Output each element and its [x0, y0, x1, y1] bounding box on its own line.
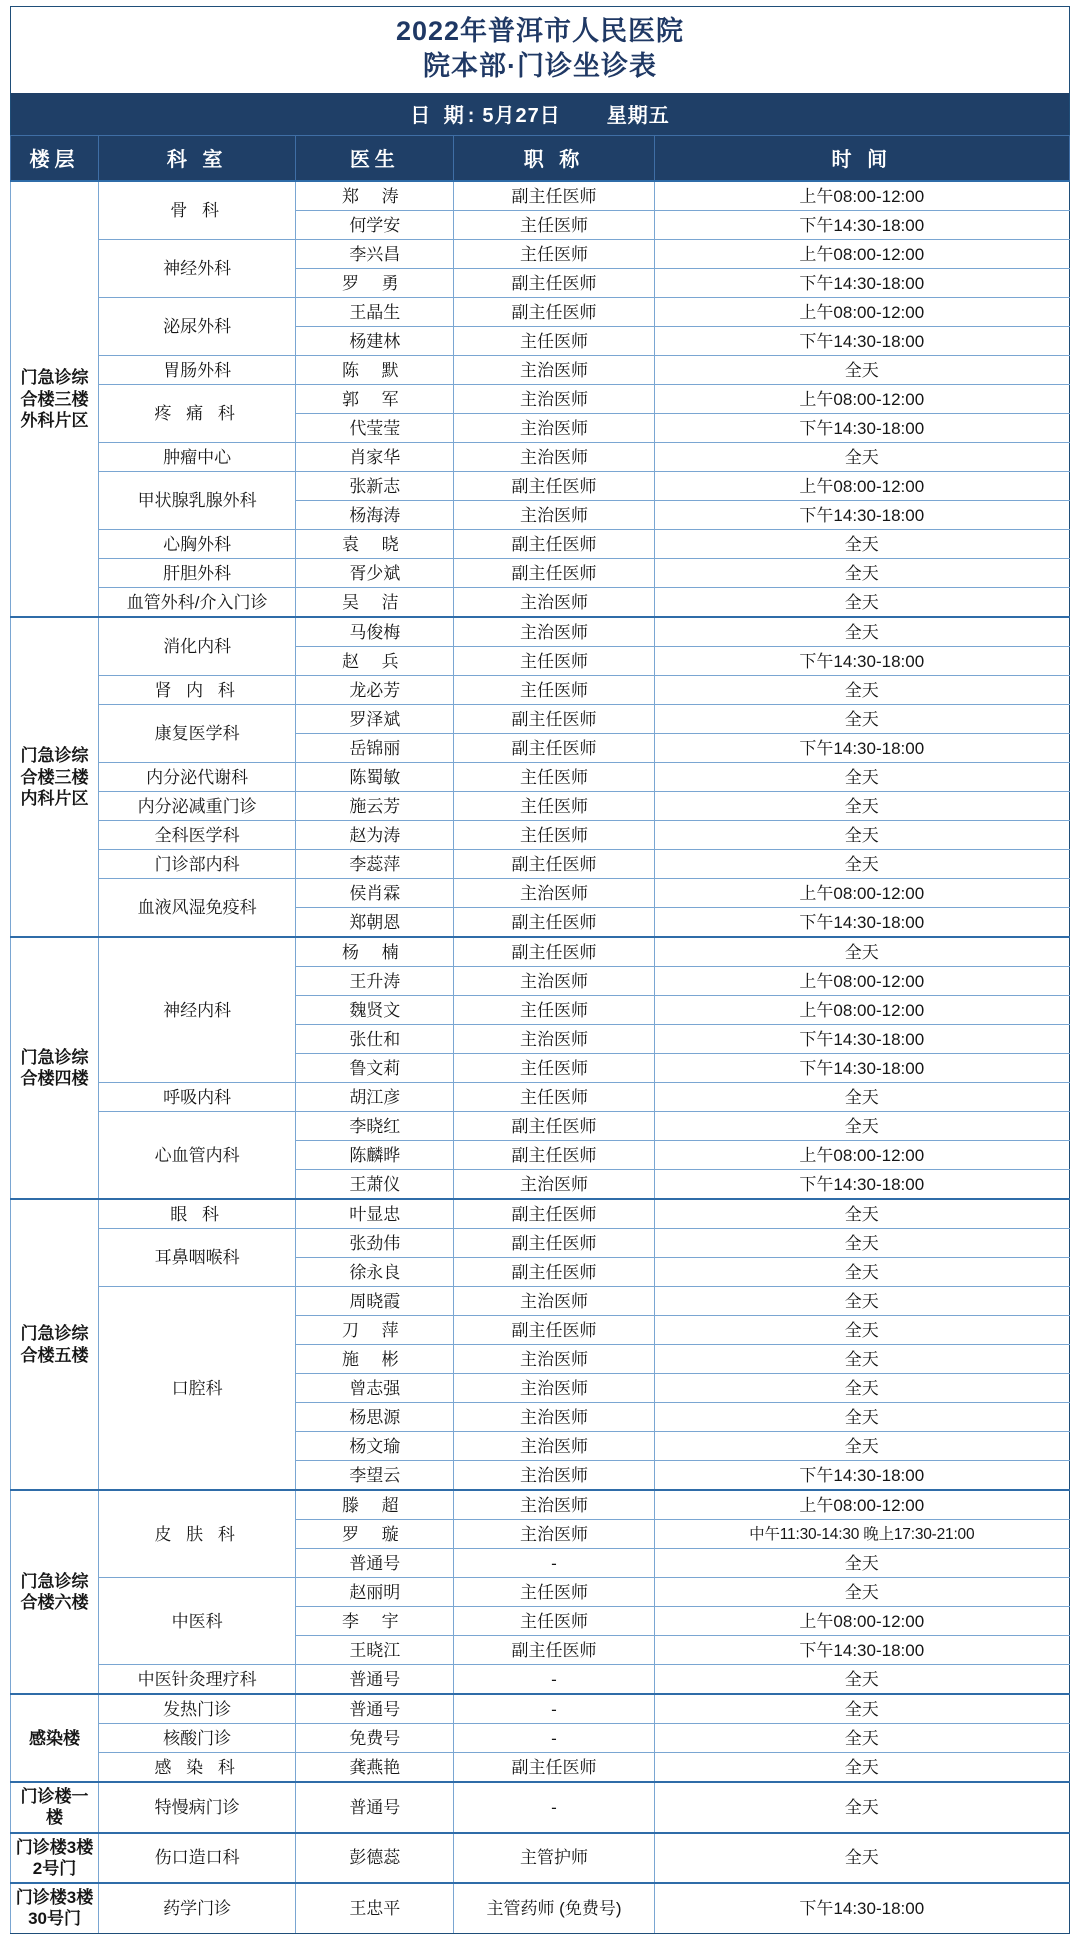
doctor-cell: 赵 兵	[296, 647, 454, 676]
doctor-cell: 马俊梅	[296, 617, 454, 647]
title-cell: 副主任医师	[454, 734, 654, 763]
time-cell: 全天	[654, 1833, 1069, 1884]
time-cell: 全天	[654, 792, 1069, 821]
table-row	[11, 240, 1070, 269]
department-cell: 内分泌代谢科	[99, 763, 296, 792]
time-cell: 全天	[654, 1258, 1069, 1287]
floor-cell	[11, 181, 99, 617]
floor-label-line: 门急诊综	[20, 1324, 89, 1344]
department-cell: 口腔科	[99, 1287, 296, 1491]
time-cell: 上午08:00-12:00	[654, 240, 1069, 269]
title-cell: 主任医师	[454, 327, 654, 356]
table-row	[11, 1287, 1070, 1316]
doctor-cell: 龚燕艳	[296, 1753, 454, 1783]
title-cell: 主治医师	[454, 1345, 654, 1374]
doctor-cell: 叶显忠	[296, 1199, 454, 1229]
doctor-cell: 王萧仪	[296, 1170, 454, 1200]
doctor-cell: 罗泽斌	[296, 705, 454, 734]
title-cell: 副主任医师	[454, 559, 654, 588]
time-cell: 上午08:00-12:00	[654, 1607, 1069, 1636]
floor-label-line: 感染楼	[29, 1728, 81, 1748]
title-cell: -	[454, 1549, 654, 1578]
doctor-cell: 杨文瑜	[296, 1432, 454, 1461]
doctor-cell: 张仕和	[296, 1025, 454, 1054]
time-cell: 下午14:30-18:00	[654, 269, 1069, 298]
doctor-cell: 龙必芳	[296, 676, 454, 705]
department-cell: 泌尿外科	[99, 298, 296, 356]
department-cell: 伤口造口科	[99, 1833, 296, 1884]
title-cell: 副主任医师	[454, 269, 654, 298]
department-cell: 眼 科	[99, 1199, 296, 1229]
time-cell: 全天	[654, 937, 1069, 967]
table-row	[11, 1578, 1070, 1607]
doctor-cell: 王升涛	[296, 967, 454, 996]
doctor-cell: 张劲伟	[296, 1229, 454, 1258]
title-cell: -	[454, 1694, 654, 1724]
title-cell: 主任医师	[454, 211, 654, 240]
title-cell: 主任医师	[454, 821, 654, 850]
time-cell: 下午14:30-18:00	[654, 1461, 1069, 1491]
department-cell: 门诊部内科	[99, 850, 296, 879]
table-row	[11, 181, 1070, 211]
floor-label-line: 门急诊综	[20, 746, 89, 766]
title-cell: 主任医师	[454, 1083, 654, 1112]
time-cell: 全天	[654, 1578, 1069, 1607]
time-cell: 上午08:00-12:00	[654, 298, 1069, 327]
time-cell: 下午14:30-18:00	[654, 414, 1069, 443]
department-cell: 血管外科/介入门诊	[99, 588, 296, 618]
table-row	[11, 705, 1070, 734]
time-cell: 全天	[654, 1665, 1069, 1695]
time-cell: 上午08:00-12:00	[654, 879, 1069, 908]
title-cell: 副主任医师	[454, 181, 654, 211]
department-cell: 肿瘤中心	[99, 443, 296, 472]
column-header-title: 职 称	[454, 136, 654, 182]
table-row	[11, 879, 1070, 908]
doctor-cell: 徐永良	[296, 1258, 454, 1287]
time-cell: 下午14:30-18:00	[654, 1170, 1069, 1200]
floor-label-line: 2号门	[32, 1858, 77, 1878]
table-row	[11, 530, 1070, 559]
title-cell: 主治医师	[454, 1520, 654, 1549]
title-cell: 副主任医师	[454, 1636, 654, 1665]
doctor-cell: 魏贤文	[296, 996, 454, 1025]
doctor-cell: 侯肖霖	[296, 879, 454, 908]
title-cell: 主治医师	[454, 443, 654, 472]
time-cell: 全天	[654, 1199, 1069, 1229]
title-cell: 主任医师	[454, 996, 654, 1025]
table-row	[11, 763, 1070, 792]
department-cell: 心胸外科	[99, 530, 296, 559]
column-header-time: 时 间	[654, 136, 1069, 182]
title-cell: 主治医师	[454, 501, 654, 530]
department-cell: 特慢病门诊	[99, 1782, 296, 1833]
time-cell: 全天	[654, 356, 1069, 385]
time-cell: 全天	[654, 850, 1069, 879]
table-row	[11, 617, 1070, 647]
doctor-cell: 周晓霞	[296, 1287, 454, 1316]
date-bar	[10, 93, 1070, 135]
title-cell: 主治医师	[454, 1461, 654, 1491]
floor-cell	[11, 1883, 99, 1933]
title-cell: 主治医师	[454, 1170, 654, 1200]
time-cell: 上午08:00-12:00	[654, 1490, 1069, 1520]
floor-label-line: 合楼六楼	[20, 1593, 89, 1613]
floor-cell	[11, 1782, 99, 1833]
department-cell: 甲状腺乳腺外科	[99, 472, 296, 530]
doctor-cell: 免费号	[296, 1724, 454, 1753]
title-cell: 主治医师	[454, 414, 654, 443]
table-row	[11, 1694, 1070, 1724]
department-cell: 呼吸内科	[99, 1083, 296, 1112]
floor-cell	[11, 617, 99, 937]
table-row	[11, 821, 1070, 850]
time-cell: 下午14:30-18:00	[654, 647, 1069, 676]
floor-cell	[11, 1833, 99, 1884]
column-header-dept: 科 室	[99, 136, 296, 182]
doctor-cell: 李蕊萍	[296, 850, 454, 879]
table-row	[11, 1833, 1070, 1884]
title-cell: 主治医师	[454, 588, 654, 618]
doctor-cell: 普通号	[296, 1665, 454, 1695]
time-cell: 全天	[654, 676, 1069, 705]
title-cell: 主任医师	[454, 1578, 654, 1607]
floor-label-line: 合楼四楼	[20, 1069, 89, 1089]
doctor-cell: 郑朝恩	[296, 908, 454, 938]
title-cell: 主治医师	[454, 1490, 654, 1520]
department-cell: 神经外科	[99, 240, 296, 298]
floor-label-line: 合楼五楼	[20, 1345, 89, 1365]
table-row	[11, 1724, 1070, 1753]
time-cell: 全天	[654, 443, 1069, 472]
doctor-cell: 胥少斌	[296, 559, 454, 588]
time-cell: 上午08:00-12:00	[654, 1141, 1069, 1170]
doctor-cell: 罗 勇	[296, 269, 454, 298]
time-cell: 上午08:00-12:00	[654, 181, 1069, 211]
department-cell: 感 染 科	[99, 1753, 296, 1783]
title-cell: -	[454, 1665, 654, 1695]
doctor-cell: 肖家华	[296, 443, 454, 472]
title-cell: 主治医师	[454, 1287, 654, 1316]
department-cell: 神经内科	[99, 937, 296, 1083]
doctor-cell: 王晶生	[296, 298, 454, 327]
time-cell: 全天	[654, 1432, 1069, 1461]
title-cell: 主治医师	[454, 1374, 654, 1403]
table-row	[11, 298, 1070, 327]
time-cell: 全天	[654, 1345, 1069, 1374]
floor-label-line: 合楼三楼	[20, 767, 89, 787]
doctor-cell: 李望云	[296, 1461, 454, 1491]
title-cell: 副主任医师	[454, 530, 654, 559]
time-cell: 全天	[654, 705, 1069, 734]
department-cell: 全科医学科	[99, 821, 296, 850]
title-cell: -	[454, 1782, 654, 1833]
table-row	[11, 676, 1070, 705]
title-cell: 副主任医师	[454, 908, 654, 938]
title-cell: 副主任医师	[454, 937, 654, 967]
table-row	[11, 1753, 1070, 1783]
department-cell: 消化内科	[99, 617, 296, 676]
date-label: 日 期:	[410, 105, 479, 128]
doctor-cell: 王忠平	[296, 1883, 454, 1933]
weekday-value: 星期五	[606, 105, 670, 128]
doctor-cell: 施云芳	[296, 792, 454, 821]
title-cell: 副主任医师	[454, 1229, 654, 1258]
title-cell: 副主任医师	[454, 1258, 654, 1287]
title-cell: 主任医师	[454, 1607, 654, 1636]
time-cell: 上午08:00-12:00	[654, 385, 1069, 414]
department-cell: 耳鼻咽喉科	[99, 1229, 296, 1287]
floor-cell	[11, 1490, 99, 1694]
doctor-cell: 赵丽明	[296, 1578, 454, 1607]
time-cell: 下午14:30-18:00	[654, 734, 1069, 763]
time-cell: 全天	[654, 1694, 1069, 1724]
title-cell: 主治医师	[454, 356, 654, 385]
department-cell: 内分泌减重门诊	[99, 792, 296, 821]
page-title-line2: 院本部·门诊坐诊表	[423, 51, 657, 82]
floor-label-line: 门诊楼一	[20, 1787, 89, 1807]
title-cell: 主治医师	[454, 1025, 654, 1054]
department-cell: 皮 肤 科	[99, 1490, 296, 1578]
table-row	[11, 1490, 1070, 1520]
table-header-row	[11, 136, 1070, 182]
date-value: 5月27日	[482, 105, 561, 128]
time-cell: 下午14:30-18:00	[654, 908, 1069, 938]
table-row	[11, 559, 1070, 588]
time-cell: 上午08:00-12:00	[654, 967, 1069, 996]
doctor-cell: 杨建林	[296, 327, 454, 356]
table-row	[11, 850, 1070, 879]
table-row	[11, 937, 1070, 967]
title-cell: 副主任医师	[454, 705, 654, 734]
floor-label-line: 外科片区	[20, 410, 89, 430]
department-cell: 核酸门诊	[99, 1724, 296, 1753]
doctor-cell: 岳锦丽	[296, 734, 454, 763]
doctor-cell: 施 彬	[296, 1345, 454, 1374]
doctor-cell: 李 宇	[296, 1607, 454, 1636]
title-block	[10, 6, 1070, 93]
title-cell: 主管护师	[454, 1833, 654, 1884]
floor-cell	[11, 937, 99, 1199]
table-row	[11, 1112, 1070, 1141]
time-cell: 上午08:00-12:00	[654, 472, 1069, 501]
title-cell: 主任医师	[454, 647, 654, 676]
title-cell: 主任医师	[454, 763, 654, 792]
title-cell: 主治医师	[454, 385, 654, 414]
time-cell: 全天	[654, 530, 1069, 559]
table-row	[11, 443, 1070, 472]
title-cell: 主任医师	[454, 792, 654, 821]
time-cell: 中午11:30-14:30 晚上17:30-21:00	[654, 1520, 1069, 1549]
schedule-body	[11, 181, 1070, 1933]
doctor-cell: 李兴昌	[296, 240, 454, 269]
time-cell: 全天	[654, 821, 1069, 850]
title-cell: 主治医师	[454, 617, 654, 647]
table-row	[11, 1665, 1070, 1695]
title-cell: 副主任医师	[454, 1316, 654, 1345]
department-cell: 中医针灸理疗科	[99, 1665, 296, 1695]
time-cell: 全天	[654, 1316, 1069, 1345]
time-cell: 全天	[654, 1374, 1069, 1403]
title-cell: 主任医师	[454, 1054, 654, 1083]
doctor-cell: 普通号	[296, 1694, 454, 1724]
doctor-cell: 吴 洁	[296, 588, 454, 618]
department-cell: 肾 内 科	[99, 676, 296, 705]
doctor-cell: 普通号	[296, 1549, 454, 1578]
time-cell: 全天	[654, 588, 1069, 618]
floor-cell	[11, 1199, 99, 1490]
title-cell: 主治医师	[454, 1403, 654, 1432]
title-cell: 副主任医师	[454, 298, 654, 327]
time-cell: 全天	[654, 1403, 1069, 1432]
doctor-cell: 陈 默	[296, 356, 454, 385]
doctor-cell: 罗 璇	[296, 1520, 454, 1549]
department-cell: 康复医学科	[99, 705, 296, 763]
time-cell: 全天	[654, 763, 1069, 792]
doctor-cell: 杨海涛	[296, 501, 454, 530]
doctor-cell: 代莹莹	[296, 414, 454, 443]
doctor-cell: 赵为涛	[296, 821, 454, 850]
time-cell: 全天	[654, 617, 1069, 647]
title-cell: 副主任医师	[454, 472, 654, 501]
department-cell: 血液风湿免疫科	[99, 879, 296, 938]
floor-label-line: 门急诊综	[20, 1571, 89, 1591]
floor-label-line: 门急诊综	[20, 368, 89, 388]
doctor-cell: 陈蜀敏	[296, 763, 454, 792]
department-cell: 骨 科	[99, 181, 296, 240]
doctor-cell: 曾志强	[296, 1374, 454, 1403]
doctor-cell: 杨思源	[296, 1403, 454, 1432]
column-header-floor: 楼层	[11, 136, 99, 182]
department-cell: 药学门诊	[99, 1883, 296, 1933]
time-cell: 下午14:30-18:00	[654, 327, 1069, 356]
doctor-cell: 李晓红	[296, 1112, 454, 1141]
table-row	[11, 472, 1070, 501]
doctor-cell: 张新志	[296, 472, 454, 501]
title-cell: 副主任医师	[454, 1199, 654, 1229]
title-cell: 主治医师	[454, 1432, 654, 1461]
time-cell: 下午14:30-18:00	[654, 1883, 1069, 1933]
title-cell: -	[454, 1724, 654, 1753]
time-cell: 全天	[654, 1112, 1069, 1141]
floor-label-line: 门诊楼3楼	[15, 1837, 94, 1857]
department-cell: 肝胆外科	[99, 559, 296, 588]
table-row	[11, 356, 1070, 385]
doctor-cell: 王晓江	[296, 1636, 454, 1665]
title-cell: 主治医师	[454, 967, 654, 996]
doctor-cell: 何学安	[296, 211, 454, 240]
floor-label-line: 内科片区	[20, 788, 89, 808]
time-cell: 全天	[654, 559, 1069, 588]
title-cell: 主任医师	[454, 240, 654, 269]
title-cell: 主治医师	[454, 879, 654, 908]
doctor-cell: 陈麟晔	[296, 1141, 454, 1170]
page-title-line1: 2022年普洱市人民医院	[395, 16, 685, 46]
table-row	[11, 1083, 1070, 1112]
time-cell: 全天	[654, 1782, 1069, 1833]
doctor-cell: 滕 超	[296, 1490, 454, 1520]
table-row	[11, 1782, 1070, 1833]
doctor-cell: 鲁文莉	[296, 1054, 454, 1083]
department-cell: 中医科	[99, 1578, 296, 1665]
department-cell: 疼 痛 科	[99, 385, 296, 443]
schedule-table	[10, 135, 1070, 1934]
time-cell: 全天	[654, 1229, 1069, 1258]
floor-label-line: 门急诊综	[20, 1047, 89, 1067]
table-row	[11, 385, 1070, 414]
time-cell: 下午14:30-18:00	[654, 1636, 1069, 1665]
doctor-cell: 彭德蕊	[296, 1833, 454, 1884]
floor-label-line: 门诊楼3楼	[15, 1888, 94, 1908]
time-cell: 全天	[654, 1287, 1069, 1316]
doctor-cell: 胡江彦	[296, 1083, 454, 1112]
title-cell: 副主任医师	[454, 850, 654, 879]
table-row	[11, 792, 1070, 821]
floor-cell	[11, 1694, 99, 1782]
doctor-cell: 郭 军	[296, 385, 454, 414]
doctor-cell: 袁 晓	[296, 530, 454, 559]
table-row	[11, 588, 1070, 618]
time-cell: 下午14:30-18:00	[654, 211, 1069, 240]
title-cell: 副主任医师	[454, 1753, 654, 1783]
title-cell: 副主任医师	[454, 1112, 654, 1141]
table-row	[11, 1199, 1070, 1229]
time-cell: 下午14:30-18:00	[654, 1054, 1069, 1083]
title-cell: 副主任医师	[454, 1141, 654, 1170]
title-cell: 主管药师 (免费号)	[454, 1883, 654, 1933]
department-cell: 发热门诊	[99, 1694, 296, 1724]
time-cell: 下午14:30-18:00	[654, 501, 1069, 530]
doctor-cell: 郑 涛	[296, 181, 454, 211]
doctor-cell: 杨 楠	[296, 937, 454, 967]
time-cell: 上午08:00-12:00	[654, 996, 1069, 1025]
title-cell: 主任医师	[454, 676, 654, 705]
department-cell: 心血管内科	[99, 1112, 296, 1200]
doctor-cell: 普通号	[296, 1782, 454, 1833]
table-row	[11, 1883, 1070, 1933]
doctor-cell: 刀 萍	[296, 1316, 454, 1345]
time-cell: 全天	[654, 1724, 1069, 1753]
column-header-doctor: 医生	[296, 136, 454, 182]
department-cell: 胃肠外科	[99, 356, 296, 385]
table-row	[11, 1229, 1070, 1258]
time-cell: 全天	[654, 1753, 1069, 1783]
floor-label-line: 30号门	[28, 1909, 81, 1929]
floor-label-line: 楼	[46, 1808, 64, 1828]
time-cell: 下午14:30-18:00	[654, 1025, 1069, 1054]
floor-label-line: 合楼三楼	[20, 389, 89, 409]
time-cell: 全天	[654, 1083, 1069, 1112]
time-cell: 全天	[654, 1549, 1069, 1578]
